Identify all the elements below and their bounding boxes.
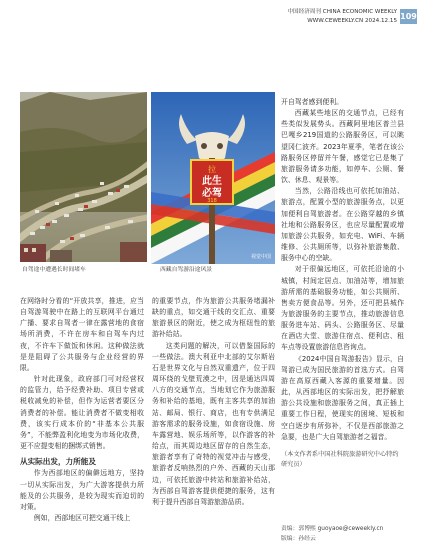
sign-top-text: 拉: [208, 165, 216, 174]
credits: [281, 524, 411, 544]
right-photo-caption: 西藏自驾游沿途风景: [160, 267, 213, 273]
paragraph: 西藏某些地区的交通节点，已经有些类似发展势头。西藏阿里地区普兰县巴嘎乡219国道的公路服务区，可以眺望冈仁波齐。2023年夏季，笔者在该公路服务区停留并午餐，感觉它已是集了旅游服务请多功能，如停车、公厕、餐饮、休息、观景等。: [281, 109, 404, 185]
paragraph: 的重要节点，作为旅游公共服务堵漏补缺的重点，如交通干线的交汇点、重要旅游景区的附近，使之成为枢纽性的旅游补给站。: [152, 297, 275, 339]
sign-bot-text: 必驾: [202, 188, 222, 199]
paragraph: 开自驾者感到便利。: [281, 98, 344, 106]
traffic-jam-photo: [20, 92, 147, 262]
paragraph: 作为西部地区的偏僻远地方，坚持一切从实际出发，为广大游客提供力所能及的公共服务，是较为现实而迫切的对策。: [20, 469, 144, 511]
article-column-1: [20, 296, 144, 524]
sign-sub-text: 318: [207, 198, 217, 204]
author-note: （本文作者系中国社科院旅游研究中心特约研究员）: [281, 451, 399, 468]
article-column-3: [281, 97, 404, 449]
left-photo-caption: 自驾途中遭遇长时间堵车: [22, 267, 86, 273]
paragraph: 这类问题的解决，可以借鉴国际的一些做法。澳大利亚中北部的艾尔斯岩石是世界文化与自然双重遗产，位于四周环绕的戈壁荒漠之中，因是通达四周八方的交通节点，当地划它作为旅游服务和补给的基地，既有主客共享的加油站、邮局、银行、商店，也有专供满足游客需求的服务设施，如食宿设施、房车露营地、娱乐场所等，以作游客的补给点，而其周边地区留存的自然生态，旅游者享有了奇特的视觉冲击与感受，旅游者反响热烈的户外、西藏的天山那边，可依托旅游中转站和旅游补给站，为西部自驾游客提供便捷的服务，这有利于提升西部自驾游旅游品质。: [152, 341, 275, 506]
magazine-title: 中国经济周刊 CHINA ECONOMIC WEEKLY: [287, 9, 397, 15]
page-number: 109: [400, 9, 417, 24]
editor-credit: 责编：郭博熙 guoyaoe@ceweekly.cn: [281, 526, 384, 532]
sign-mid-text: 此生: [202, 176, 222, 187]
page-header: [217, 8, 417, 32]
designer-credit: 版编：孙经云: [281, 536, 316, 542]
yak-skull-prayer-flags-illustration: [151, 92, 275, 264]
paragraph: 当然，公路沿线也可依托加油站、旅游点，配置小型的旅游服务点，以更加便利自驾旅游者。在公路穿越的乡镇社地和公路服务区，也应尽量配置或增加旅游公共服务，如充电、WiFi、车辆维修、公共厕所等，以弥补旅游集散、服务中心的空缺。: [281, 187, 404, 263]
tibet-scenery-photo: [151, 92, 275, 264]
paragraph: 例如，西部地区可把交通干线上: [33, 513, 131, 522]
paragraph: 《2024中国自驾游报告》显示，自驾游已成为国民旅游的首选方式。自驾游在高原西藏入客源的重要增量。因此，从西部地区的实际出发，把抒解旅游公共设施和旅游服务之间，真正插上重要工作日程，使现实的困境、短板和空白逐步有所弥补，不仅是西部旅游之急要，也是广大自驾旅游者之福音。: [281, 354, 404, 441]
paragraph: 在网络时分看的“开放共享，推进，应当自驾游驾驶中在路上的互联网平台通过广播、要求自驾者一律在露营地的食宿场所消费，不许在房车和自驾车内过夜，不许车下做饭和休闲。这种做法就是是阻碍了公共服务与企业经营的界限。: [20, 297, 144, 372]
paragraph: 针对此现象，政府部门可对经营权的监管力，给予经费补助、项目专营或税收减免的补偿，但作为运营者要区分消费者的补偿。能让消费者不做变相收费，该实行成本价的“非基本公共服务”，不能弊盈利化地变为市场化收费，更不应提变相的捆绑式销售。: [20, 375, 144, 451]
photo-watermark: 视觉中国: [250, 254, 271, 260]
section-heading: 从实际出发，力所能及: [20, 457, 96, 467]
article-column-2: [152, 296, 275, 548]
magazine-site-date: WWW.CEWEEKLY.CN 2024.12.15: [307, 18, 397, 24]
paragraph: 对于很偏远地区，可依托沿途的小城镇，村间定居点、加油站等，增加旅游所需的基础服务功能，如公共厕所、售卖方便食品等。另外，还可把县城作为旅游服务的主要节点，推动旅游信息服务进车站、码头、公路服务区、尽量在酒店大堂、旅游住宿点、便利店、租车点等设置旅游信息咨询点。: [281, 265, 404, 352]
traffic-jam-illustration: [20, 92, 147, 262]
